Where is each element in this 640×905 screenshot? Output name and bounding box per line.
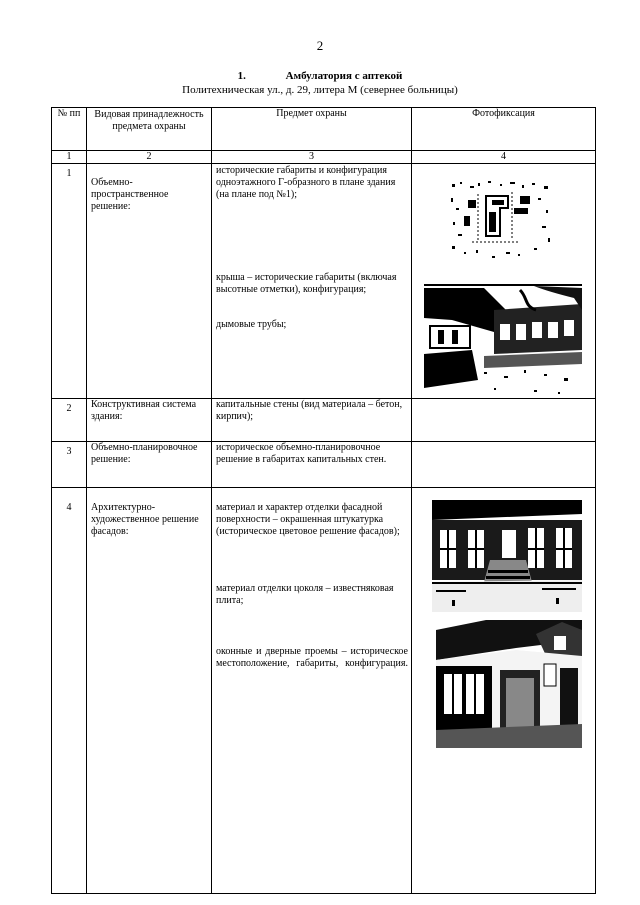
section-number: 1. [237,70,246,82]
row-feature: Архитектурно-художественное решение фасадов: [87,488,212,894]
row-feature: Объемно-планировочное решение: [87,442,212,488]
subject-item: крыша – исторические габариты (включая высотные отметки), конфигурация; [216,272,397,295]
row-subject [212,488,412,894]
protection-subject-table [51,107,596,894]
row-number: 1 [52,164,87,399]
section-heading [0,70,640,82]
header-feature-type: Видовая принадлежность предмета охраны [87,108,212,151]
subject-item: материал отделки цоколя – известняковая плита; [216,583,394,606]
row-photos [412,442,596,488]
table-row [52,164,596,399]
table-row [52,442,596,488]
row-photos [412,399,596,442]
column-number: 3 [212,151,412,164]
entrance-photo [436,620,582,748]
header-number: № пп [52,108,87,151]
subject-item: исторические габариты и конфигурация одноэтажного Г-образного в плане здания (на плане под №1); [216,165,396,200]
subject-item: историческое объемно-планировочное решение в габаритах капитальных стен. [216,442,387,465]
table-header-row [52,108,596,151]
row-feature: Конструктивная система здания: [87,399,212,442]
row-number: 3 [52,442,87,488]
row-subject [212,164,412,399]
row-subject [212,399,412,442]
facade-photo [432,500,582,612]
section-title: Амбулатория с аптекой [285,70,403,82]
subject-item: капитальные стены (вид материала – бетон, кирпич); [216,399,403,422]
site-plan-image [448,178,556,260]
row-number: 2 [52,399,87,442]
column-number-row [52,151,596,164]
header-protection-subject: Предмет охраны [212,108,412,151]
row-subject [212,442,412,488]
table-row [52,399,596,442]
column-number: 4 [412,151,596,164]
column-number: 2 [87,151,212,164]
subject-item: материал и характер отделки фасадной поверхности – окрашенная штукатурка (историческое цветовое решение фасадов); [216,502,400,537]
building-overview-photo [424,280,582,398]
row-photos [412,164,596,399]
page-number: 2 [316,38,324,53]
row-photos [412,488,596,894]
object-address: Политехническая ул., д. 29, литера М (севернее больницы) [182,84,458,96]
table-row [52,488,596,894]
header-photo: Фотофиксация [412,108,596,151]
column-number: 1 [52,151,87,164]
subject-item: оконные и дверные проемы – историческое местоположение, габариты, конфигурация. [216,646,408,669]
row-number: 4 [52,488,87,894]
subject-item: дымовые трубы; [216,319,287,330]
row-feature: Объемно-пространственное решение: [87,164,212,399]
